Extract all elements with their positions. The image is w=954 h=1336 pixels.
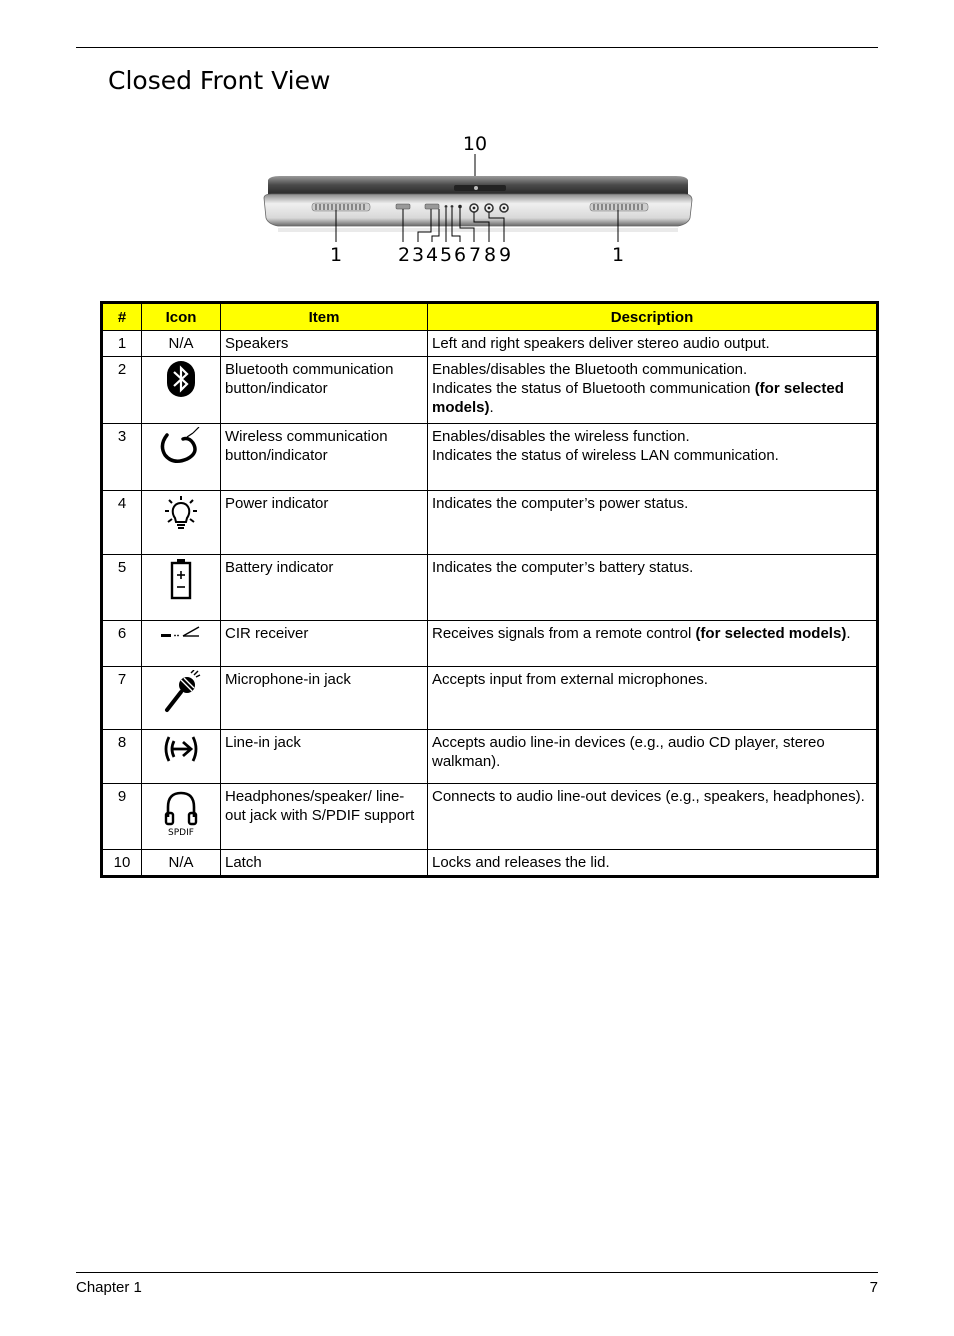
description-tail: . (846, 625, 851, 642)
row-num: 7 (102, 667, 142, 730)
description-emphasis: (for selected models) (695, 625, 847, 642)
table-row (102, 850, 878, 877)
spdif-caption: SPDIF (168, 828, 194, 837)
table-row (102, 357, 878, 424)
footer-chapter: Chapter 1 (76, 1279, 142, 1296)
description-line: Indicates the status of Bluetooth communication (432, 380, 755, 397)
header-num: # (102, 303, 142, 331)
row-item: Speakers (221, 331, 428, 357)
row-item: Power indicator (221, 491, 428, 555)
row-icon-cell (142, 730, 221, 784)
headphones-spdif-icon (163, 787, 199, 837)
table-row (102, 784, 878, 850)
callout-label-5: 5 (439, 244, 453, 266)
row-item: Battery indicator (221, 555, 428, 621)
row-description: Locks and releases the lid. (428, 850, 878, 877)
row-num: 4 (102, 491, 142, 555)
description-line: Indicates the status of wireless LAN communication. (432, 447, 779, 464)
row-item: Wireless communication button/indicator (221, 424, 428, 491)
callout-label-latch: 10 (462, 133, 488, 155)
row-item: Line-in jack (221, 730, 428, 784)
callout-label-3: 3 (411, 244, 425, 266)
table-row (102, 491, 878, 555)
table-header-row (102, 303, 878, 331)
footer-rule (76, 1272, 878, 1273)
table-row (102, 667, 878, 730)
row-num: 8 (102, 730, 142, 784)
description-tail: . (489, 399, 494, 416)
table-row (102, 555, 878, 621)
table-row (102, 331, 878, 357)
row-icon-cell (142, 784, 221, 850)
front-view-table (100, 301, 879, 878)
row-description (428, 621, 878, 667)
row-num: 2 (102, 357, 142, 424)
cir-icon (159, 624, 203, 642)
callout-label-6: 6 (453, 244, 467, 266)
latch (454, 185, 506, 191)
battery-icon (169, 558, 193, 600)
left-speaker-grille (312, 203, 370, 211)
microphone-icon (161, 670, 201, 714)
footer-page-number: 7 (869, 1279, 878, 1296)
right-speaker-grille (590, 203, 648, 211)
row-num: 5 (102, 555, 142, 621)
power-light-icon (163, 494, 199, 534)
description-emphasis: (for selected models) (432, 380, 844, 416)
row-num: 10 (102, 850, 142, 877)
row-item: CIR receiver (221, 621, 428, 667)
row-description: Connects to audio line-out devices (e.g., speakers, headphones). (428, 784, 878, 850)
line-in-icon (161, 733, 201, 765)
callout-label-8: 8 (483, 244, 497, 266)
notebook-front-view-figure (258, 128, 698, 273)
callout-label-2: 2 (397, 244, 411, 266)
callout-label-left-speaker: 1 (329, 244, 343, 266)
callout-label-9: 9 (498, 244, 512, 266)
description-line: Enables/disables the Bluetooth communication. (432, 361, 748, 378)
row-num: 9 (102, 784, 142, 850)
table-row (102, 621, 878, 667)
row-num: 1 (102, 331, 142, 357)
callout-label-4: 4 (425, 244, 439, 266)
row-icon-na: N/A (142, 331, 221, 357)
row-description (428, 357, 878, 424)
row-item: Headphones/speaker/ line-out jack with S/PDIF support (221, 784, 428, 850)
callout-label-right-speaker: 1 (611, 244, 625, 266)
description-line: Enables/disables the wireless function. (432, 428, 690, 445)
row-icon-cell (142, 357, 221, 424)
row-description: Accepts audio line-in devices (e.g., audio CD player, stereo walkman). (428, 730, 878, 784)
wireless-icon (157, 427, 205, 467)
row-icon-na: N/A (142, 850, 221, 877)
header-icon: Icon (142, 303, 221, 331)
table-row (102, 424, 878, 491)
row-icon-cell (142, 555, 221, 621)
page-title: Closed Front View (108, 66, 331, 95)
row-description: Accepts input from external microphones. (428, 667, 878, 730)
table-row (102, 730, 878, 784)
row-num: 3 (102, 424, 142, 491)
row-item: Bluetooth communication button/indicator (221, 357, 428, 424)
row-icon-cell (142, 621, 221, 667)
row-icon-cell (142, 424, 221, 491)
row-item: Microphone-in jack (221, 667, 428, 730)
row-description: Indicates the computer’s battery status. (428, 555, 878, 621)
description-line: Receives signals from a remote control (432, 625, 696, 642)
header-item: Item (221, 303, 428, 331)
row-item: Latch (221, 850, 428, 877)
row-description: Indicates the computer’s power status. (428, 491, 878, 555)
header-description: Description (428, 303, 878, 331)
row-icon-cell (142, 491, 221, 555)
row-num: 6 (102, 621, 142, 667)
row-description: Left and right speakers deliver stereo audio output. (428, 331, 878, 357)
row-description (428, 424, 878, 491)
row-icon-cell (142, 667, 221, 730)
callout-label-7: 7 (468, 244, 482, 266)
bluetooth-icon (166, 360, 196, 398)
header-rule (76, 47, 878, 48)
